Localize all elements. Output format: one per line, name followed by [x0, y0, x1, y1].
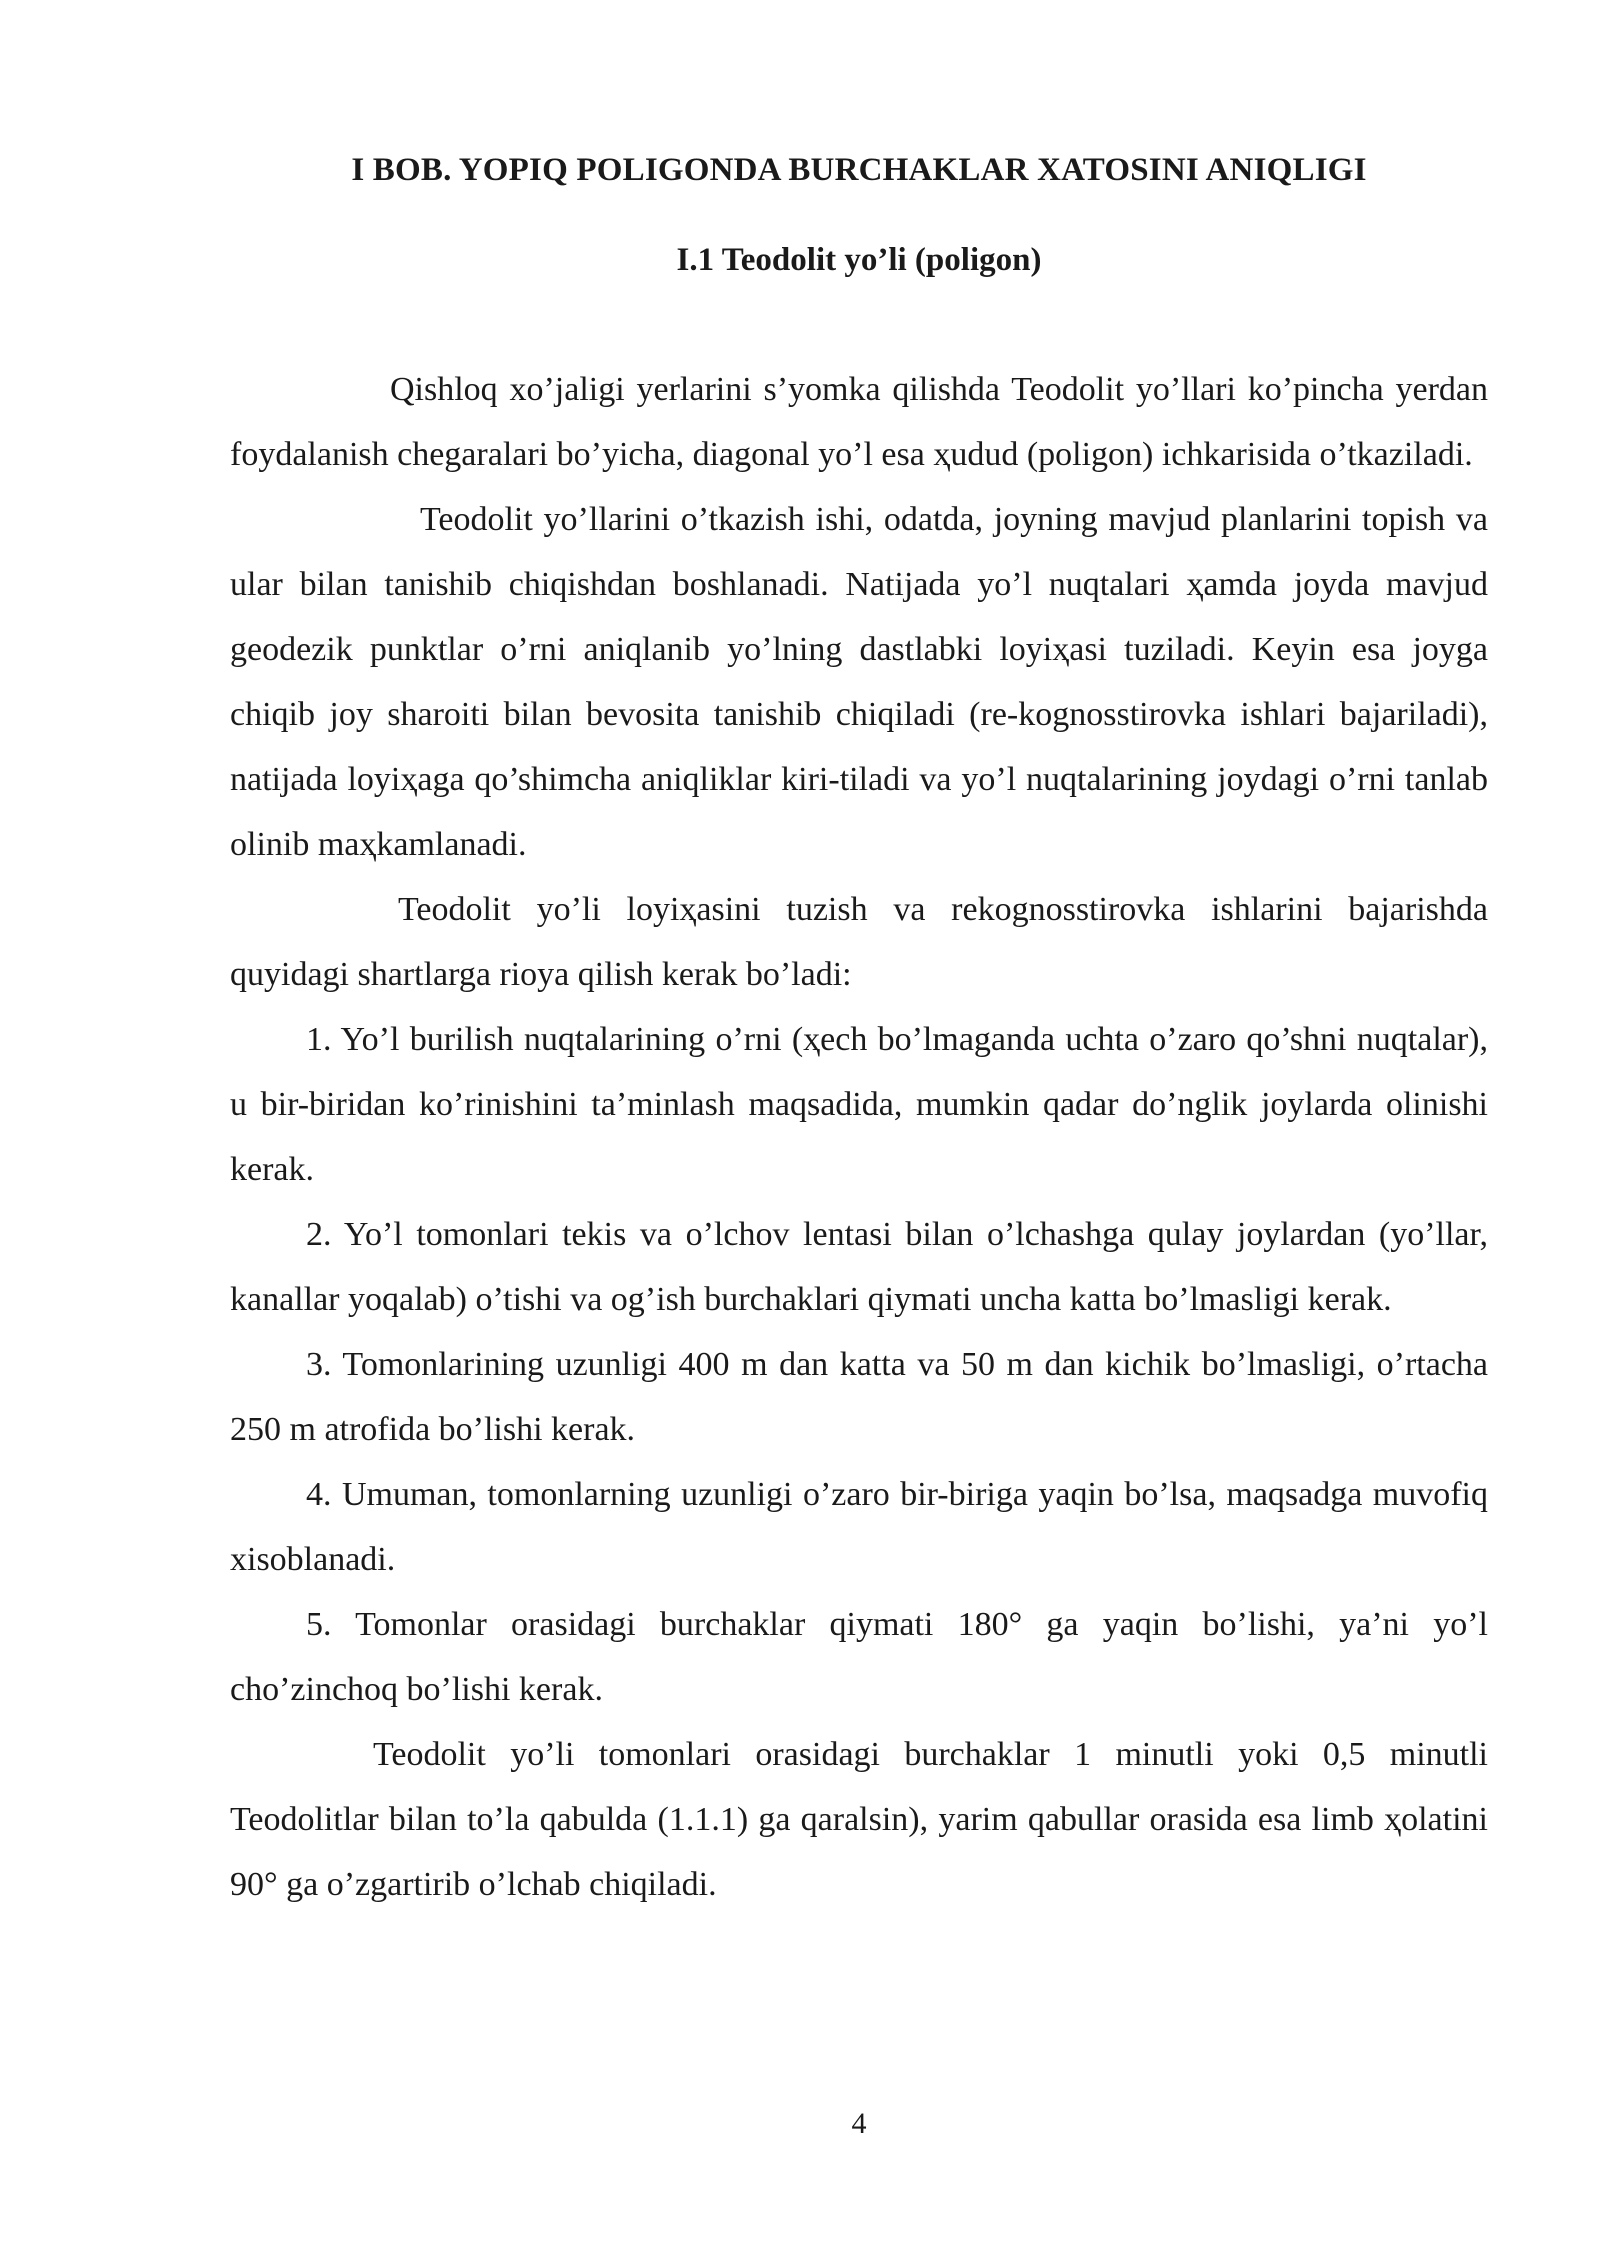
list-item-2: 2. Yo’l tomonlari tekis va o’lchov lentasi bilan o’lchashga qulay joylardan (yo’llar, kanallar yoqalab) o’tishi va og’ish burchaklari qiymati uncha katta bo’lmasligi kerak.: [230, 1216, 1488, 1318]
chapter-title: I BOB. YOPIQ POLIGONDA BURCHAKLAR XATOSINI ANIQLIGI: [351, 152, 1367, 188]
paragraph-3: Teodolit yo’li loyiҳasini tuzish va rekognosstirovka ishlarini bajarishda quyidagi shartlarga rioya qilish kerak bo’ladi:: [230, 891, 1488, 993]
page-number: 4: [851, 2107, 867, 2140]
list-item-3: 3. Tomonlarining uzunligi 400 m dan katta va 50 m dan kichik bo’lmasligi, o’rtacha 250 m atrofida bo’lishi kerak.: [230, 1346, 1488, 1448]
paragraph-1: Qishloq xo’jaligi yerlarini s’yomka qilishda Teodolit yo’llari ko’pincha yerdan foydalanish chegaralari bo’yicha, diagonal yo’l esa ҳudud (poligon) ichkarisida o’tkaziladi.: [230, 371, 1488, 473]
closing-paragraph: Teodolit yo’li tomonlari orasidagi burchaklar 1 minutli yoki 0,5 minutli Teodolitlar bilan to’la qabulda (1.1.1) ga qaralsin), yarim qabullar orasida esa limb ҳolatini 90° ga o’zgartirib o’lchab chiqiladi.: [230, 1736, 1488, 1903]
section-title: I.1 Teodolit yo’li (poligon): [676, 242, 1042, 278]
list-item-1: 1. Yo’l burilish nuqtalarining o’rni (ҳech bo’lmaganda uchta o’zaro qo’shni nuqtalar), u bir-biridan ko’rinishini ta’minlash maqsadida, mumkin qadar do’nglik joylarda olinishi kerak.: [230, 1021, 1488, 1188]
paragraph-2: Teodolit yo’llarini o’tkazish ishi, odatda, joyning mavjud planlarini topish va ular bilan tanishib chiqishdan boshlanadi. Natijada yo’l nuqtalari ҳamda joyda mavjud geodezik punktlar o’rni aniqlanib yo’lning dastlabki loyiҳasi tuziladi. Keyin esa joyga chiqib joy sharoiti bilan bevosita tanishib chiqiladi (re-kognosstirovka ishlari bajariladi), natijada loyiҳaga qo’shimcha aniqliklar kiri-tiladi va yo’l nuqtalarining joydagi o’rni tanlab olinib maҳkamlanadi.: [230, 501, 1488, 863]
body-text: [230, 357, 1488, 1917]
document-page: [230, 0, 1488, 2262]
list-item-5: 5. Tomonlar orasidagi burchaklar qiymati 180° ga yaqin bo’lishi, ya’ni yo’l cho’zinchoq bo’lishi kerak.: [230, 1606, 1488, 1708]
list-item-4: 4. Umuman, tomonlarning uzunligi o’zaro bir-biriga yaqin bo’lsa, maqsadga muvofiq xisoblanadi.: [230, 1476, 1488, 1578]
